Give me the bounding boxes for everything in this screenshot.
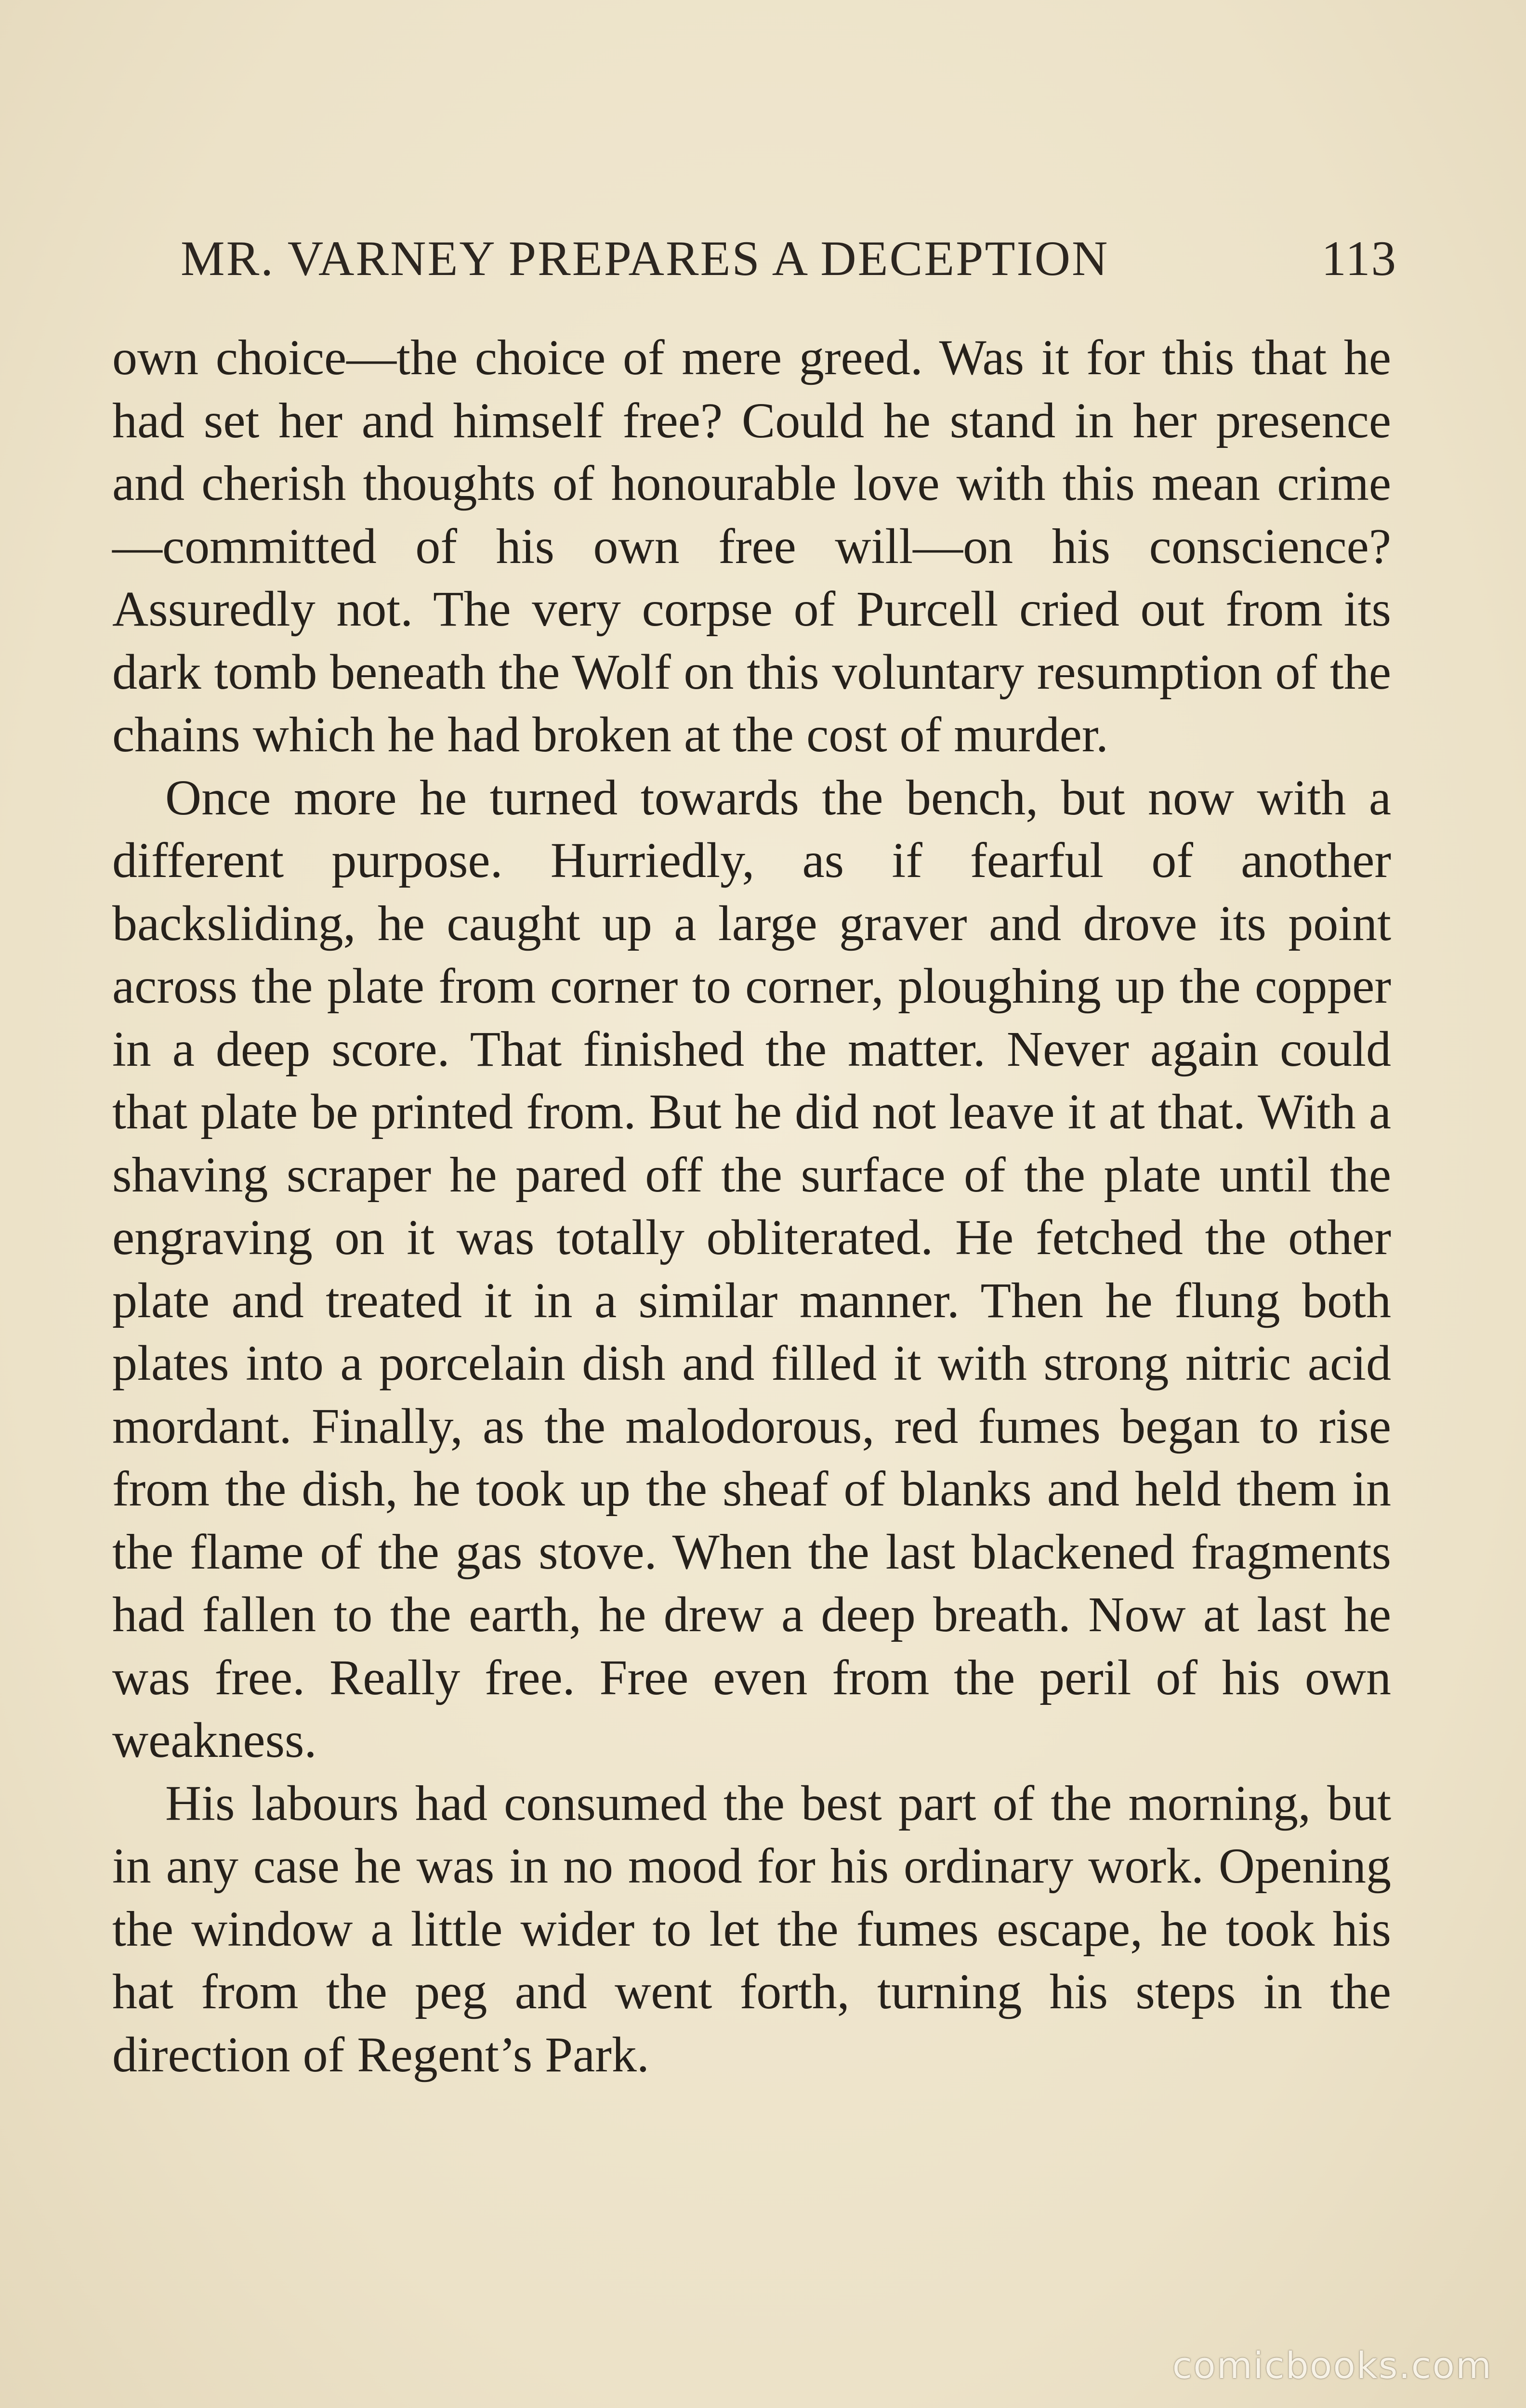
paragraph-continued: own choice—the choice of mere greed. Was it for this that he had set her and himself free? Could he stand in her presence and cherish thoughts of honourable love with this mean crime—committed of his own free will—on his conscience? Assuredly not. The very corpse of Purcell cried out from its dark tomb beneath the Wolf on this voluntary resumption of the chains which he had broken at the cost of murder. [112,330,1391,762]
running-title: MR. VARNEY PREPARES A DECEPTION [181,231,1109,286]
body-text [112,327,1391,2086]
running-head [181,230,1397,298]
page-number: 113 [1321,231,1397,286]
paragraph: His labours had consumed the best part of the morning, but in any case he was in no mood for his ordinary work. Opening the window a little wider to let the fumes escape, he took his hat from the peg and went forth, turning his steps in the direction of Regent’s Park. [112,1775,1391,2082]
watermark-logo: comicbooks.com [1172,2344,1492,2387]
paragraph: Once more he turned towards the bench, but now with a different purpose. Hurriedly, as if fearful of another backsliding, he caught up a large graver and drove its point across the plate from corner to corner, ploughing up the copper in a deep score. That finished the matter. Never again could that plate be printed from. But he did not leave it at that. With a shaving scraper he pared off the surface of the plate until the engraving on it was totally obliterated. He fetched the other plate and treated it in a similar manner. Then he flung both plates into a porcelain dish and filled it with strong nitric acid mordant. Finally, as the malodorous, red fumes began to rise from the dish, he took up the sheaf of blanks and held them in the flame of the gas stove. When the last blackened fragments had fallen to the earth, he drew a deep breath. Now at last he was free. Really free. Free even from the peril of his own weakness. [112,770,1391,1768]
